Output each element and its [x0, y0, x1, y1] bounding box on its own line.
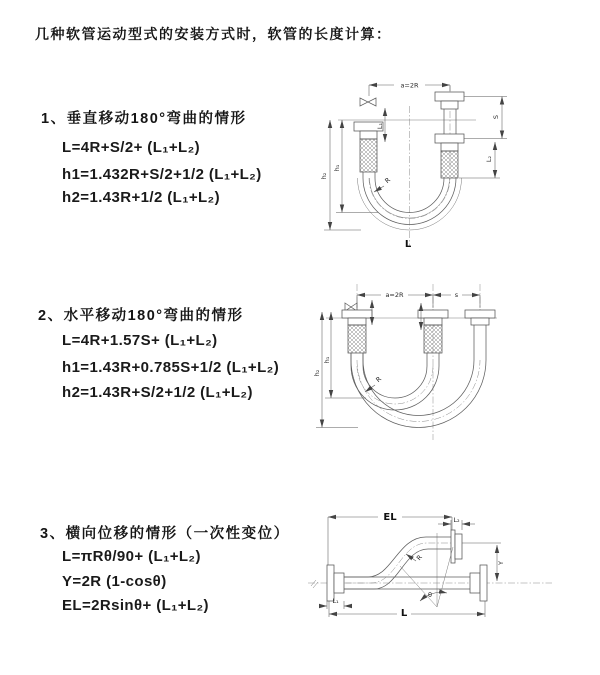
dim-label-h2: h₂	[313, 369, 321, 377]
hose-drawing	[354, 92, 464, 230]
formula-line: EL=2Rsinθ+ (L₁+L₂)	[62, 597, 209, 614]
dim-label-y: Y	[497, 561, 505, 565]
dim-label-a2r: a=2R	[385, 291, 404, 299]
dim-label-h1: h₁	[323, 356, 331, 364]
diagram-horizontal-bend	[312, 268, 568, 450]
diagram-lateral-displacement	[300, 503, 558, 650]
hose-drawing	[342, 303, 495, 427]
formula-line: Y=2R (1-cosθ)	[62, 573, 167, 590]
formula-line: h2=1.43R+1/2 (L₁+L₂)	[62, 189, 221, 206]
section-2-heading: 2、水平移动180°弯曲的情形	[38, 308, 244, 324]
dim-label-el: EL	[383, 512, 397, 523]
dim-label-a2r: a=2R	[400, 81, 419, 90]
dim-label-l: L	[404, 239, 412, 250]
formula-line: L=4R+S/2+ (L₁+L₂)	[62, 139, 201, 156]
section-1-heading: 1、垂直移动180°弯曲的情形	[41, 111, 247, 127]
section-3-heading: 3、横向位移的情形（一次性变位）	[40, 526, 290, 542]
dim-label-l1: L₁	[332, 597, 339, 605]
dimension-annotations	[313, 291, 480, 428]
dim-label-l1: L₁	[376, 122, 384, 130]
dim-label-r: R	[374, 374, 384, 384]
formula-line: h2=1.43R+S/2+1/2 (L₁+L₂)	[62, 384, 253, 401]
dim-label-h2: h₂	[320, 172, 328, 180]
valve-icon	[360, 98, 376, 106]
formula-line: L=πRθ/90+ (L₁+L₂)	[62, 548, 201, 565]
dim-label-l: L	[400, 608, 408, 619]
braided-hose-section	[441, 151, 458, 178]
dimension-annotations	[319, 512, 505, 619]
formula-line: h1=1.432R+S/2+1/2 (L₁+L₂)	[62, 166, 262, 183]
braided-hose-section	[348, 325, 366, 353]
dim-label-theta: θ	[428, 591, 432, 599]
dim-label-l2: L₂	[485, 155, 493, 163]
dim-label-l2: L₂	[453, 516, 460, 524]
formula-line: L=4R+1.57S+ (L₁+L₂)	[62, 332, 218, 349]
hose-drawing	[327, 530, 487, 607]
dim-label-s: s	[454, 291, 459, 299]
braided-hose-section	[360, 139, 377, 172]
page-title: 几种软管运动型式的安装方式时，软管的长度计算：	[35, 26, 392, 42]
formula-line: h1=1.43R+0.785S+1/2 (L₁+L₂)	[62, 359, 280, 376]
dim-label-r: R	[383, 175, 393, 185]
dim-label-h1: h₁	[333, 164, 341, 172]
diagram-vertical-bend	[298, 72, 530, 250]
dim-label-s: S	[492, 114, 500, 120]
braided-hose-section	[424, 325, 442, 353]
dim-label-r: R	[414, 553, 424, 563]
